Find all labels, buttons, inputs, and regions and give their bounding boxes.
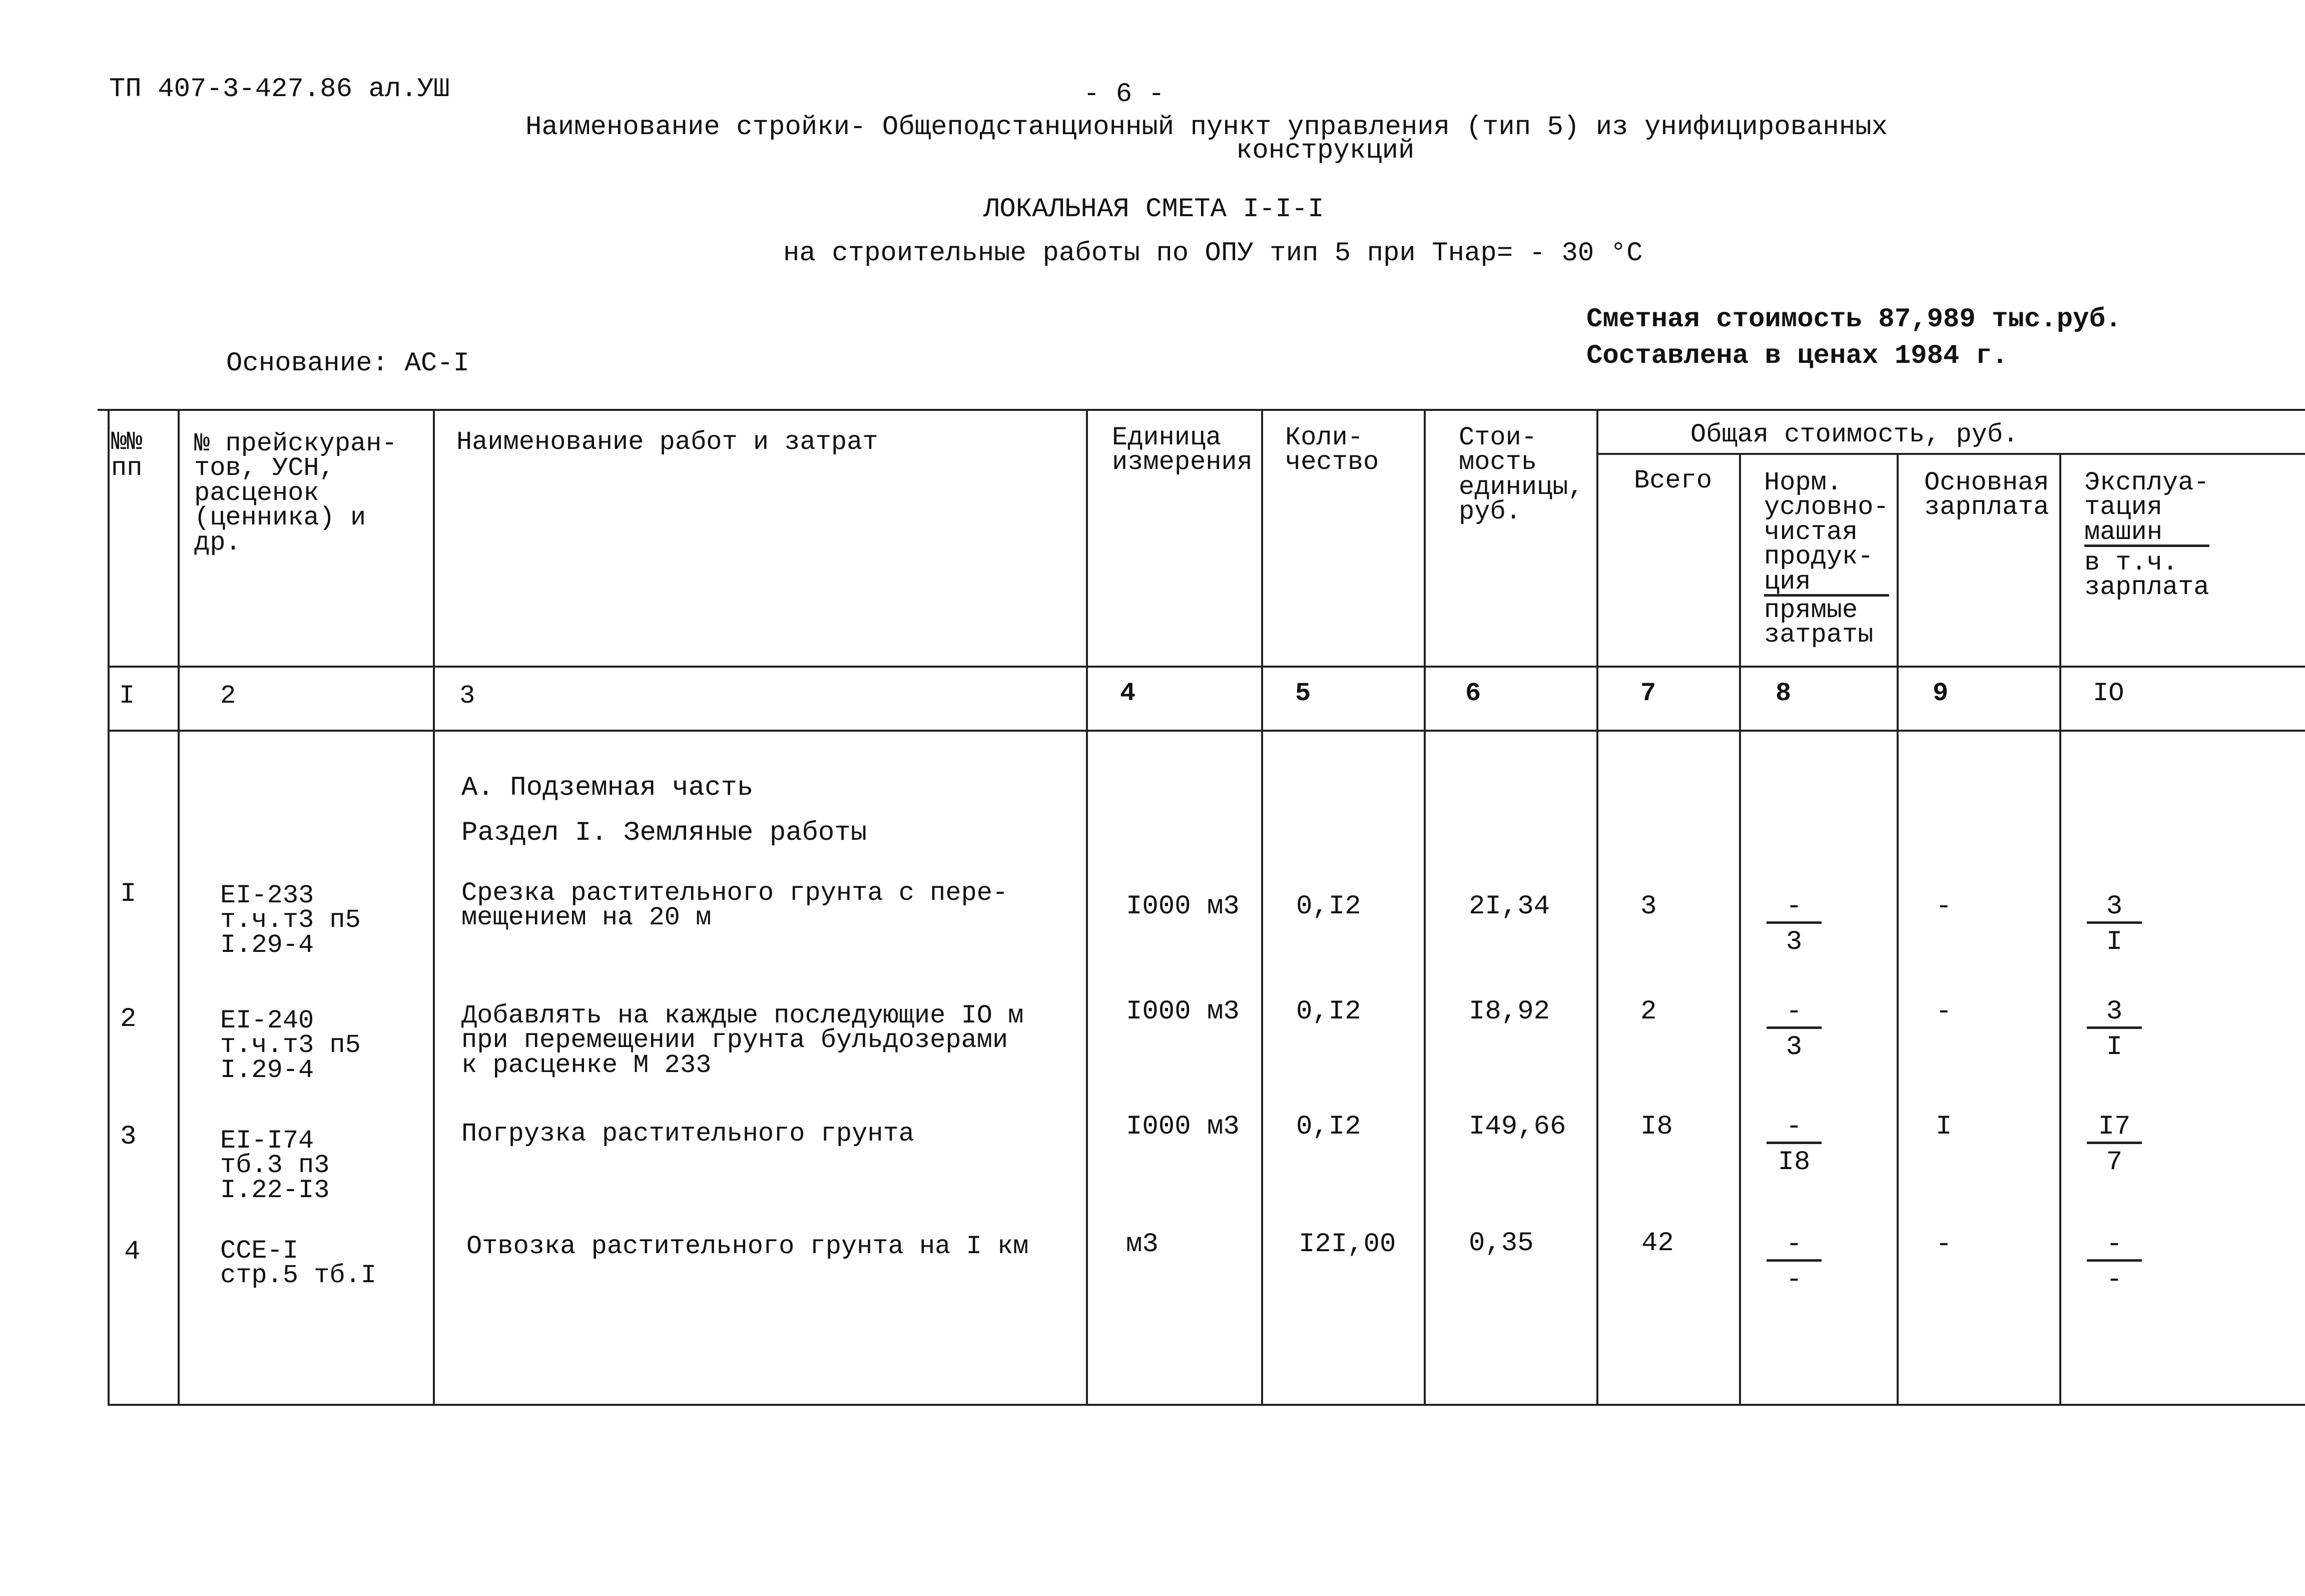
header-norm-production	[1764, 470, 1889, 597]
row-direct-costs: 3	[1786, 927, 1803, 957]
column-number: 6	[1465, 679, 1481, 708]
header-price-reference: № прейскуран- тов, УСН, расценок (ценника) и др.	[194, 429, 397, 558]
group-header-rule	[1596, 453, 2305, 455]
column-divider	[1596, 409, 1598, 1405]
header-machine-operation-label: Эксплуа- тация машин	[2084, 468, 2209, 547]
row-machine-salary: 7	[2106, 1147, 2123, 1178]
row-unit-cost: 2I,34	[1469, 891, 1550, 922]
row-quantity: 0,I2	[1296, 891, 1361, 922]
row-machine-operation: 3	[2087, 893, 2142, 924]
row-machine-salary: -	[2106, 1265, 2123, 1295]
part-title: А. Подземная часть	[461, 773, 754, 803]
row-unit-cost: I8,92	[1469, 996, 1550, 1027]
column-number: I	[119, 681, 135, 711]
column-number: 2	[220, 681, 236, 711]
row-direct-costs: I8	[1778, 1147, 1811, 1178]
table-left-border	[108, 409, 110, 1405]
header-norm-production-label: Норм. условно- чистая продук- ция	[1764, 468, 1889, 597]
page-number: - 6 -	[1083, 79, 1165, 110]
row-number: I	[120, 879, 137, 909]
construction-name-line1: Наименование стройки- Общеподстанционный пункт управления (тип 5) из унифицированных	[525, 112, 1888, 143]
row-base-salary: -	[1936, 996, 1952, 1027]
row-norm-production-fraction	[1767, 893, 1822, 956]
row-unit-cost: 0,35	[1469, 1228, 1534, 1259]
row-norm-production-fraction	[1767, 1231, 1822, 1294]
row-machine-salary: I	[2106, 927, 2123, 957]
column-numbers-rule	[108, 730, 2305, 732]
row-machine-fraction	[2087, 893, 2142, 956]
row-quantity: 0,I2	[1296, 1112, 1361, 1142]
column-divider	[1739, 453, 1741, 1405]
row-number: 3	[120, 1122, 137, 1152]
row-norm-production: -	[1767, 1114, 1822, 1144]
column-number: 5	[1295, 679, 1311, 708]
row-total: 42	[1641, 1228, 1674, 1259]
row-machine-operation: -	[2087, 1231, 2142, 1262]
header-quantity: Коли- чество	[1285, 423, 1379, 477]
row-machine-fraction	[2087, 1231, 2142, 1294]
row-base-salary: -	[1936, 1229, 1952, 1260]
row-number: 4	[124, 1237, 141, 1267]
row-price-reference: ССЕ-I стр.5 тб.I	[220, 1236, 377, 1291]
row-machine-salary: I	[2106, 1032, 2123, 1062]
header-machine-salary: в т.ч. зарплата	[2084, 548, 2209, 603]
header-direct-costs: прямые затраты	[1764, 596, 1874, 650]
row-unit: I000 м3	[1126, 891, 1240, 922]
row-direct-costs: 3	[1786, 1032, 1803, 1062]
column-divider	[433, 409, 435, 1405]
row-total: 3	[1640, 891, 1657, 922]
row-work-name: Добавлять на каждые последующие IO м при перемещении грунта бульдозерами к расценке М 233	[461, 1001, 1024, 1080]
column-divider	[1261, 409, 1263, 1405]
row-norm-production-fraction	[1767, 1114, 1822, 1176]
row-price-reference: EI-233 т.ч.т3 п5 I.29-4	[220, 881, 361, 960]
header-machine-operation	[2084, 470, 2209, 547]
column-number: 3	[459, 681, 475, 711]
column-divider	[1897, 453, 1899, 1405]
column-number: 9	[1933, 679, 1949, 708]
row-work-name: Срезка растительного грунта с пере- мещением на 20 м	[461, 878, 1008, 933]
row-base-salary: -	[1936, 891, 1952, 922]
row-base-salary: I	[1936, 1112, 1952, 1142]
row-price-reference: EI-240 т.ч.т3 п5 I.29-4	[220, 1006, 361, 1085]
prices-year: Составлена в ценах 1984 г.	[1586, 341, 2008, 371]
row-machine-operation: 3	[2087, 998, 2142, 1029]
construction-name-line2: конструкций	[1236, 136, 1415, 166]
row-number: 2	[120, 1004, 137, 1034]
row-unit: м3	[1126, 1229, 1159, 1260]
header-unit: Единица измерения	[1112, 423, 1253, 477]
column-number: 8	[1776, 679, 1792, 708]
row-unit: I000 м3	[1126, 1112, 1240, 1142]
estimate-subtitle: на строительные работы по ОПУ тип 5 при Тнар= - 30 °С	[783, 238, 1643, 269]
header-total: Всего	[1634, 466, 1712, 495]
row-machine-fraction	[2087, 1114, 2142, 1176]
document-code: ТП 407-3-427.86 ал.УШ	[109, 74, 450, 105]
column-divider	[2059, 453, 2061, 1405]
row-work-name: Погрузка растительного грунта	[461, 1119, 914, 1149]
header-total-cost-group: Общая стоимость, руб.	[1690, 420, 2019, 449]
column-number: 7	[1640, 679, 1656, 708]
header-row-number: №№ пп	[111, 427, 143, 483]
column-number: IO	[2093, 679, 2124, 708]
row-quantity: 0,I2	[1296, 996, 1361, 1027]
row-price-reference: EI-I74 тб.3 п3 I.22-I3	[220, 1126, 330, 1205]
estimated-cost: Сметная стоимость 87,989 тыс.руб.	[1586, 304, 2122, 335]
row-norm-production-fraction	[1767, 998, 1822, 1061]
row-norm-production: -	[1767, 893, 1822, 924]
table-top-rule	[98, 409, 2305, 411]
header-unit-cost: Стои- мость единицы, руб.	[1459, 423, 1584, 527]
row-total: I8	[1640, 1112, 1673, 1142]
row-quantity: I2I,00	[1299, 1229, 1396, 1260]
basis: Основание: АС-I	[226, 348, 470, 379]
row-total: 2	[1640, 996, 1657, 1027]
row-work-name: Отвозка растительного грунта на I км	[466, 1232, 1029, 1261]
column-divider	[1424, 409, 1426, 1405]
estimate-title: ЛОКАЛЬНАЯ СМЕТА I-I-I	[983, 194, 1324, 225]
row-direct-costs: -	[1786, 1265, 1803, 1295]
column-number: 4	[1120, 679, 1136, 708]
row-machine-operation: I7	[2087, 1114, 2142, 1144]
table-bottom-rule	[108, 1404, 2305, 1406]
row-unit-cost: I49,66	[1469, 1112, 1566, 1142]
section-title: Раздел I. Земляные работы	[461, 818, 867, 848]
row-unit: I000 м3	[1126, 996, 1240, 1027]
header-bottom-rule	[108, 666, 2305, 668]
column-divider	[178, 409, 180, 1405]
row-norm-production: -	[1767, 1231, 1822, 1262]
row-machine-fraction	[2087, 998, 2142, 1061]
column-divider	[1086, 409, 1088, 1405]
header-base-salary: Основная зарплата	[1924, 468, 2049, 522]
header-work-name: Наименование работ и затрат	[456, 427, 878, 457]
row-norm-production: -	[1767, 998, 1822, 1029]
